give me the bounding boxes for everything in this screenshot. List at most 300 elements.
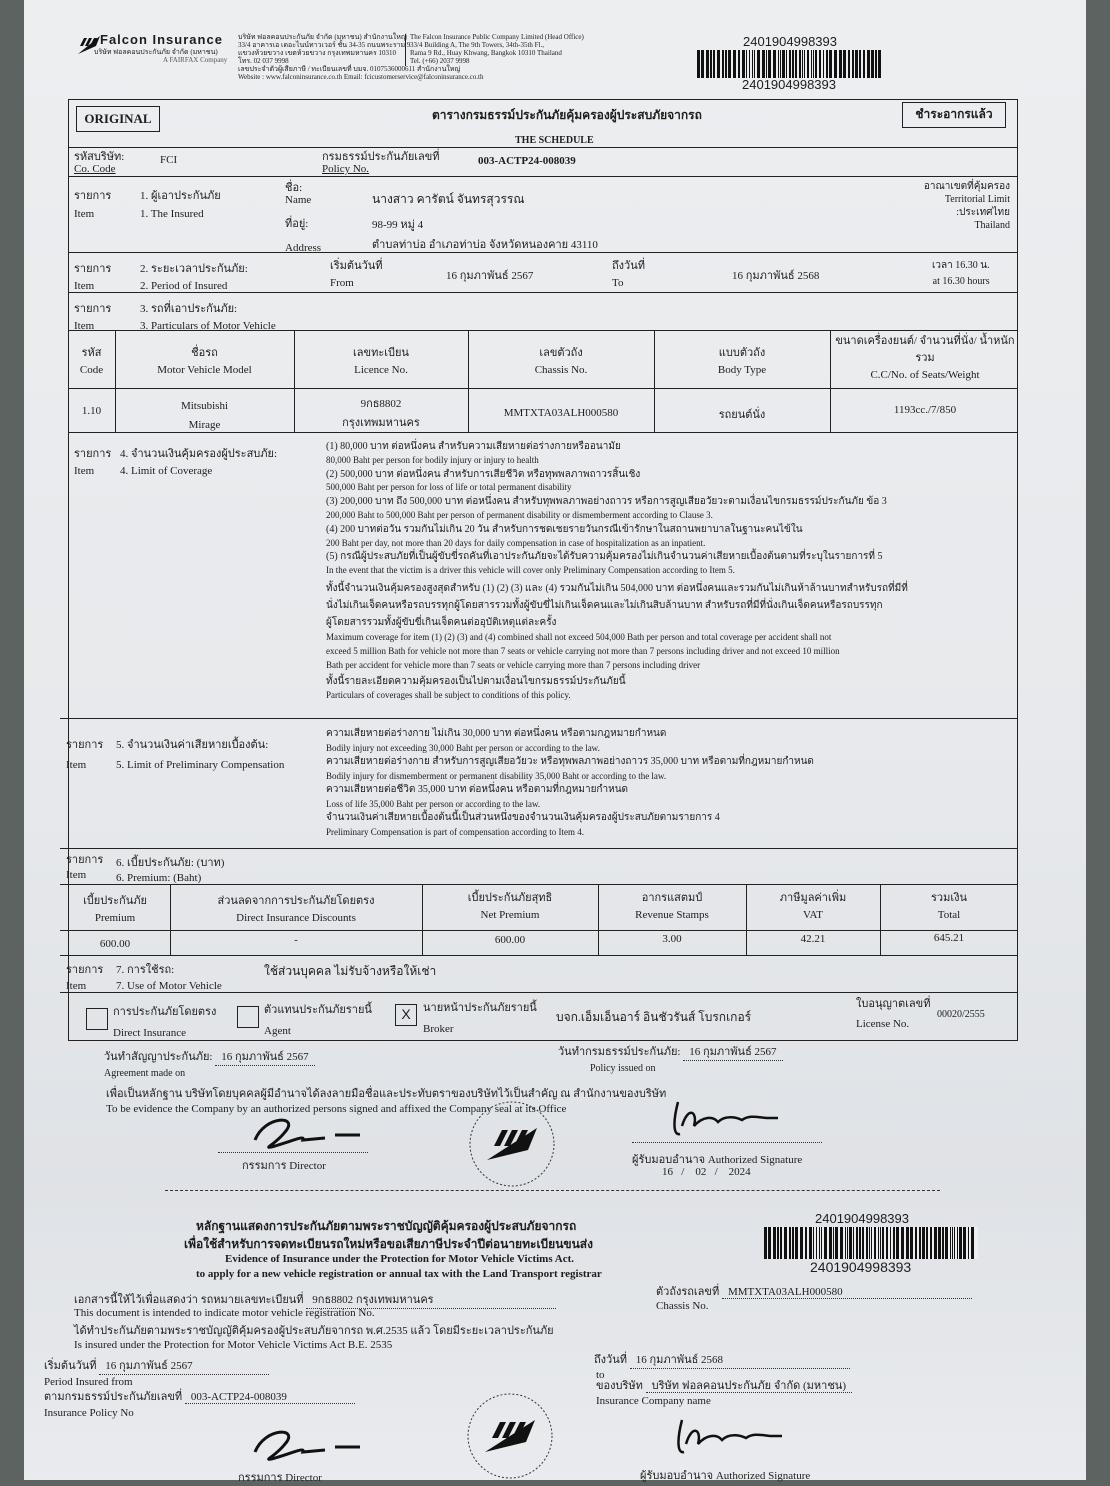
text: Code: [79, 364, 104, 376]
cert-authorized-label: ผู้รับมอบอำนาจ Authorized Signature: [640, 1470, 811, 1482]
text: รายการ: [66, 854, 104, 866]
to-label: [612, 258, 645, 292]
text: นั่งไม่เกินเจ็ดคนหรือรถบรรทุกผู้โดยสารรวมทั้งผู้ขับขี่ไม่เกินเจ็ดคนและไม่เกินสิบล้านบาท สำหรับรถที่มีที่นั่งเกินเจ็ดคนหรือรถบรรทุก: [326, 599, 883, 611]
text: รวมเงิน: [931, 892, 967, 904]
issued-label-en: Policy issued on: [590, 1063, 656, 1074]
insured-address-line1: 98-99 หมู่ 4: [372, 219, 424, 231]
label-th: รายการ: [74, 190, 112, 202]
barcode-bar: [853, 1227, 854, 1259]
text: 6. เบี้ยประกันภัย: (บาท): [116, 857, 225, 869]
vehicle-model: [115, 397, 294, 435]
barcode-bar: [963, 1227, 966, 1259]
barcode-bar: [733, 50, 736, 78]
barcode-bar: [848, 50, 850, 78]
barcode-bar: [799, 50, 801, 78]
barcode-bar: [826, 50, 828, 78]
address-line: 33/4 อาคารเอ เดอะไนน์ทาวเวอร์ ชั้น 34-35 ถนนพระราม 9: [238, 41, 411, 49]
barcode-bar: [862, 1227, 864, 1259]
barcode-bar: [829, 1227, 832, 1259]
vehicle-header-licence: [294, 345, 468, 379]
divider: [68, 292, 1018, 293]
address-line: Tel. (+66) 2037 9998: [410, 57, 470, 65]
barcode-bar: [792, 50, 794, 78]
label-th: เวลา 16.30 น.: [932, 260, 990, 271]
barcode-bar: [871, 1227, 872, 1259]
evidence-text-th: เพื่อเป็นหลักฐาน บริษัทโดยบุคคลผู้มีอำนาจได้ลงลายมือชื่อและประทับตราของบริษัทไว้เป็นสำคัญ ณ สำนักงานของบริษัท: [106, 1088, 667, 1100]
territory-value-en: Thailand: [974, 220, 1010, 231]
barcode-bar: [713, 50, 715, 78]
barcode-bar: [950, 1227, 951, 1259]
item7-item-label: [66, 962, 103, 994]
discount-header: [170, 893, 422, 927]
divider: [60, 718, 1018, 719]
barcode-bar: [901, 1227, 904, 1259]
vehicle-header-cc: [835, 333, 1015, 384]
website-line: Website : www.falconinsurance.co.th Email: fcicustomerservice@falconinsurance.co.th: [238, 73, 484, 81]
text: 4. Limit of Coverage: [120, 465, 213, 477]
text: นายหน้าประกันภัยรายนี้: [423, 1002, 537, 1014]
barcode-bar: [869, 1227, 870, 1259]
barcode-bar: [778, 50, 779, 78]
barcode-bar: [896, 1227, 899, 1259]
item4-item-label: [74, 446, 111, 480]
coverage-list: [326, 440, 908, 703]
barcode-bar: [942, 1227, 944, 1259]
cert-barcode: [764, 1227, 978, 1259]
barcode-bar: [855, 50, 858, 78]
text: รายการ: [66, 964, 104, 976]
text: ผู้โดยสารรวมทั้งผู้ขับขี่เกินเจ็ดคนต่ออุบัติเหตุแต่ละครั้ง: [326, 616, 557, 628]
label-en: Item: [74, 208, 95, 220]
label-en: Address: [285, 242, 322, 254]
agent-label: [264, 1000, 372, 1042]
agreement-label-en: Agreement made on: [104, 1068, 186, 1079]
barcode-bar: [780, 1227, 782, 1259]
vehicle-cc-seats-weight: 1193cc./7/850: [893, 404, 957, 416]
barcode-bar: [878, 1227, 879, 1259]
text: Motor Vehicle Model: [157, 364, 252, 376]
barcode-bar: [833, 1227, 834, 1259]
text: Body Type: [717, 364, 767, 376]
barcode-bar: [840, 1227, 843, 1259]
label-th: กรมธรรม์ประกันภัยเลขที่: [322, 151, 440, 163]
label-en: 3. Particulars of Motor Vehicle: [140, 320, 276, 332]
label-th: ที่อยู่:: [285, 218, 309, 230]
tagline: A FAIRFAX Company: [163, 56, 228, 64]
barcode-bar: [768, 1227, 771, 1259]
address-line: บริษัท ฟอลคอนประกันภัย จำกัด (มหาชน) สำนักงานใหญ่: [238, 33, 407, 41]
text: ความเสียหายต่อร่างกาย ไม่เกิน 30,000 บาท ต่อหนึ่งคน หรือตามกฎหมายกำหนด: [326, 728, 667, 739]
schedule-title-english: THE SCHEDULE: [515, 135, 594, 146]
text: เริ่มต้นวันที่: [44, 1360, 97, 1372]
brand-thai: บริษัท ฟอลคอนประกันภัย จำกัด (มหาชน): [94, 48, 218, 56]
text: C.C/No. of Seats/Weight: [870, 369, 980, 381]
text: Mitsubishi: [180, 400, 229, 412]
barcode-bar: [856, 1227, 858, 1259]
barcode-bar: [824, 1227, 827, 1259]
barcode-bar: [742, 50, 745, 78]
barcode-bar: [773, 50, 776, 78]
divider: [68, 147, 1018, 148]
premium-header: [60, 893, 170, 927]
net-premium-value: 600.00: [494, 934, 526, 946]
item2-item-label: [74, 261, 111, 295]
barcode-bar: [800, 1227, 803, 1259]
barcode-number-top: 2401904998393: [743, 34, 837, 49]
text: 6. Premium: (Baht): [116, 872, 202, 884]
cert-title-en2: to apply for a new vehicle registration or annual tax with the Land Transport registrar: [196, 1268, 602, 1280]
cert-company-label-en: Insurance Company name: [596, 1395, 711, 1407]
label-en: 1. The Insured: [140, 208, 204, 220]
barcode-bar: [919, 1227, 921, 1259]
barcode-bar: [789, 50, 791, 78]
divider: [405, 34, 406, 66]
text: Direct Insurance Discounts: [236, 912, 356, 924]
co-code-value: FCI: [160, 154, 178, 166]
vehicle-code: 1.10: [81, 405, 102, 417]
barcode-bar: [957, 1227, 958, 1259]
text: เบี้ยประกันภัยสุทธิ: [467, 892, 553, 904]
divider: [60, 848, 1018, 849]
barcode-bar: [859, 1227, 861, 1259]
text: รหัส: [81, 347, 102, 359]
barcode-bar: [867, 50, 870, 78]
text: Revenue Stamps: [635, 909, 709, 921]
text: เอกสารนี้ให้ไว้เพื่อแสดงว่า รถหมายเลขทะเบียนที่: [74, 1294, 304, 1306]
text: Item: [74, 465, 95, 477]
cert-from-label-en: Period Insured from: [44, 1376, 133, 1388]
cert-to-label: [594, 1350, 850, 1369]
barcode-bar: [802, 50, 803, 78]
barcode-bar: [886, 1227, 888, 1259]
barcode-bar: [762, 50, 765, 78]
broker-checkbox[interactable]: X: [395, 1004, 417, 1026]
barcode-bar: [752, 50, 753, 78]
cert-director-signature: [245, 1422, 365, 1467]
barcode-bar: [859, 50, 861, 78]
text: Total: [937, 909, 961, 921]
text: 7. การใช้รถ:: [116, 964, 175, 976]
barcode-bar: [780, 50, 781, 78]
text: Item: [66, 869, 87, 881]
barcode-bar: [816, 1227, 817, 1259]
cert-policy-value: 003-ACTP24-008039: [185, 1391, 355, 1404]
vehicle-header-chassis: [468, 345, 654, 379]
text: Item: [66, 759, 87, 771]
coverage-en: 500,000 Baht per person for loss of life or total permanent disability: [326, 482, 572, 493]
barcode-bar: [697, 50, 700, 78]
cert-to-value: 16 กุมภาพันธ์ 2568: [630, 1350, 850, 1369]
discount-value: -: [294, 934, 298, 946]
text: Loss of life 35,000 Baht per person or according to the law.: [326, 799, 541, 809]
barcode-bar: [777, 1227, 779, 1259]
vat-value: 42.21: [800, 933, 826, 945]
barcode-bar: [954, 1227, 955, 1259]
barcode-bar: [971, 1227, 974, 1259]
label-en: Co. Code: [74, 163, 116, 175]
agent-checkbox[interactable]: [237, 1006, 259, 1028]
text: วันทำกรมธรรม์ประกันภัย:: [558, 1046, 681, 1058]
text: ความเสียหายต่อชีวิต 35,000 บาท ต่อหนึ่งคน หรือตามที่กฎหมายกำหนด: [326, 784, 629, 795]
cert-reg-value: 9กธ8802 กรุงเทพมหานคร: [306, 1290, 556, 1309]
text: อากรแสตมป์: [641, 892, 703, 904]
barcode-bar: [959, 1227, 962, 1259]
text: Maximum coverage for item (1) (2) (3) and (4) combined shall not exceed 504,000 Bath per person and total coverage per accident shall not: [326, 631, 832, 642]
barcode-bar: [880, 1227, 881, 1259]
text: ภาษีมูลค่าเพิ่ม: [779, 892, 847, 904]
text: 02: [695, 1166, 707, 1178]
address-line: The Falcon Insurance Public Company Limited (Head Office): [410, 33, 584, 41]
label-th: รหัสบริษัท:: [74, 151, 125, 163]
barcode-bar: [757, 50, 760, 78]
barcode-bar: [738, 50, 740, 78]
barcode-bar: [906, 1227, 909, 1259]
text: License No.: [856, 1018, 910, 1030]
address-line: โทร. 02 037 9998: [238, 57, 289, 65]
item2-heading: [140, 261, 248, 295]
cert-title-en1: Evidence of Insurance under the Protection for Motor Vehicle Victims Act.: [225, 1253, 575, 1265]
label-th: เริ่มต้นวันที่: [330, 260, 383, 272]
authorized-signature: [668, 1096, 788, 1141]
text: รายการ: [74, 448, 112, 460]
divider: [68, 388, 1018, 389]
barcode-bar: [706, 50, 709, 78]
stamps-value: 3.00: [662, 933, 682, 945]
text: Bodily injury not exceeding 30,000 Baht per person or according to the law.: [326, 743, 600, 753]
label-th: ถึงวันที่: [612, 260, 645, 272]
label-th: ชื่อ:: [285, 182, 303, 194]
label-th: 1. ผู้เอาประกันภัย: [140, 190, 221, 202]
barcode-bar: [768, 50, 771, 78]
barcode-bar: [834, 50, 837, 78]
period-from: 16 กุมภาพันธ์ 2567: [446, 270, 534, 282]
evidence-text-en: To be evidence the Company by an authorized persons signed and affixed the Company seal at its Office: [106, 1103, 567, 1115]
total-value: 645.21: [933, 932, 965, 944]
text: Preliminary Compensation is part of compensation according to Item 4.: [326, 827, 584, 837]
sign-date: 16 / 02 / 2024: [662, 1166, 751, 1178]
label-en: To: [612, 277, 624, 289]
barcode-bar: [795, 1227, 798, 1259]
text: แบบตัวถัง: [718, 347, 766, 359]
preliminary-list: [326, 727, 814, 839]
barcode-bar: [843, 50, 846, 78]
cert-title-th1: หลักฐานแสดงการประกันภัยตามพระราชบัญญัติคุ้มครองผู้ประสบภัยจากรถ: [196, 1219, 577, 1233]
director-label: กรรมการ Director: [242, 1160, 326, 1172]
barcode-bar: [819, 1227, 820, 1259]
barcode-bar: [746, 50, 747, 78]
insured-name: นางสาว คารัตน์ จันทรสุวรรณ: [372, 192, 525, 206]
barcode-bar: [728, 50, 731, 78]
broker-label: [423, 998, 537, 1040]
cert-company-value: บริษัท ฟอลคอนประกันภัย จำกัด (มหาชน): [646, 1381, 852, 1393]
barcode-bar: [835, 1227, 838, 1259]
vehicle-use: ใช้ส่วนบุคคล ไม่รับจ้างหรือให้เช่า: [264, 964, 437, 978]
barcode-bar: [934, 1227, 937, 1259]
barcode-bar: [766, 50, 767, 78]
cert-company-label: [596, 1370, 852, 1393]
coverage-th: (2) 500,000 บาท ต่อหนึ่งคน สำหรับการเสียชีวิต หรือทุพพลภาพถาวรสิ้นเชิง: [326, 468, 641, 480]
text: Item: [66, 980, 87, 992]
barcode-bar: [926, 1227, 928, 1259]
cert-chassis-value: MMTXTA03ALH000580: [722, 1286, 972, 1299]
text: ทั้งนี้รายละเอียดความคุ้มครองเป็นไปตามเงื่อนไขกรมธรรม์ประกันภัยนี้: [326, 676, 626, 688]
original-label: ORIGINAL: [76, 106, 160, 132]
cert-company-seal: [460, 1388, 560, 1480]
barcode-bar: [807, 50, 809, 78]
item1-heading: [140, 187, 221, 223]
barcode-bar: [764, 1227, 767, 1259]
text: exceed 5 million Bath for vehicle not more than 7 seats or vehicle carrying not more than 7 persons including driver and not exceed 10 million: [326, 645, 840, 656]
schedule-title-thai: ตารางกรมธรรม์ประกันภัยคุ้มครองผู้ประสบภัยจากรถ: [432, 108, 702, 122]
direct-insurance-checkbox[interactable]: [86, 1008, 108, 1030]
text: Chassis No.: [534, 364, 588, 376]
cert-from-label: [44, 1356, 269, 1375]
direct-insurance-label: [113, 1002, 216, 1044]
label-en: at 16.30 hours: [932, 276, 990, 287]
cert-policy-label-en: Insurance Policy No: [44, 1407, 134, 1419]
text: เลขตัวถัง: [539, 347, 583, 359]
barcode-bar: [795, 50, 797, 78]
stamps-header: [598, 890, 746, 924]
item1-item-label: [74, 187, 111, 223]
barcode-bar: [863, 50, 865, 78]
text: วันทำสัญญาประกันภัย:: [104, 1051, 213, 1063]
barcode-bar: [786, 50, 787, 78]
text: 4. จำนวนเงินคุ้มครองผู้ประสบภัย:: [120, 448, 278, 460]
item6-heading: [116, 856, 224, 886]
barcode-bar: [710, 50, 712, 78]
barcode-bar: [847, 1227, 848, 1259]
text: to: [596, 1369, 605, 1381]
text: จำนวนเงินค่าเสียหายเบื้องต้นนี้เป็นส่วนหนึ่งของจำนวนเงินคุ้มครองผู้ประสบภัยตามรายการ 4: [326, 812, 720, 823]
text: ตามกรมธรรม์ประกันภัยเลขที่: [44, 1391, 183, 1403]
duty-paid-stamp: ชำระอากรแล้ว: [902, 102, 1006, 128]
territorial-limit: [924, 180, 1010, 232]
barcode-bar: [968, 1227, 969, 1259]
label-en: Territorial Limit: [944, 194, 1010, 205]
coverage-th: (4) 200 บาทต่อวัน รวมกันไม่เกิน 20 วัน สำหรับการชดเชยรายวันกรณีเข้ารักษาในสถานพยาบาลในฐานะคนไข้ใน: [326, 523, 803, 535]
barcode-bar: [813, 1227, 814, 1259]
text: Premium: [94, 912, 136, 924]
divider: [68, 176, 1018, 177]
text: 9กธ8802: [360, 398, 402, 410]
barcode-bar: [829, 50, 832, 78]
coverage-th: (5) กรณีผู้ประสบภัยที่เป็นผู้ขับขี่รถคันที่เอาประกันภัยจะได้รับความคุ้มครองไม่เกินจำนวนค่าเสียหายเบื้องต้นตามที่ระบุในรายการที่ 5: [326, 551, 883, 563]
barcode-bar: [725, 50, 727, 78]
text: 5. Limit of Preliminary Compensation: [116, 759, 285, 771]
address-english: [410, 33, 584, 65]
cert-policy-label: [44, 1387, 355, 1405]
text: ขนาดเครื่องยนต์/ จำนวนที่นั่ง/ น้ำหนักรวม: [835, 335, 1015, 364]
barcode-bar: [871, 50, 874, 78]
text: Agent: [264, 1025, 291, 1037]
barcode-bar: [754, 50, 755, 78]
coverage-th: (3) 200,000 บาท ถึง 500,000 บาท ต่อหนึ่งคน สำหรับทุพพลภาพอย่างถาวร หรือการสูญเสียอวัยวะตามเงื่อนไขกรมธรรม์ประกันภัย ข้อ 3: [326, 496, 887, 508]
text: Mirage: [188, 419, 221, 431]
barcode-bar: [852, 50, 854, 78]
text: Net Premium: [480, 909, 540, 921]
barcode-bar: [938, 1227, 941, 1259]
barcode: [697, 50, 887, 78]
coverage-en: 200 Baht per day, not more than 20 days for daily compensation in case of hospitalization as an inpatient.: [326, 537, 706, 548]
text: กรุงเทพมหานคร: [342, 417, 420, 429]
vehicle-header-body: [654, 345, 830, 379]
address-line: Rama 9 Rd., Huay Khwang, Bangkok 10310 Thailand: [410, 49, 562, 57]
address-line: 33/4 Building A, The 9th Towers, 34th-35th Fl.,: [410, 41, 545, 49]
barcode-bar: [882, 1227, 884, 1259]
text: ส่วนลดจากการประกันภัยโดยตรง: [217, 895, 375, 907]
barcode-bar: [782, 50, 785, 78]
address-line: แขวงห้วยขวาง เขตห้วยขวาง กรุงเทพมหานคร 10310: [238, 49, 396, 57]
item5-item-label: [66, 735, 103, 775]
vehicle-licence: [294, 395, 468, 433]
vehicle-chassis: MMTXTA03ALH000580: [503, 407, 619, 419]
label-en: From: [330, 277, 354, 289]
cut-line: [165, 1190, 940, 1191]
text: ของบริษัท: [596, 1380, 643, 1392]
license-number: 00020/2555: [937, 1009, 985, 1020]
barcode-bar: [874, 1227, 876, 1259]
label-en: Item: [74, 320, 95, 332]
item6-item-label: [66, 853, 103, 883]
premium-value: 600.00: [99, 938, 131, 950]
coverage-en: 200,000 Baht to 500,000 Baht per person of permanent disability or dismemberment according to Clause 3.: [326, 509, 713, 520]
from-label: [330, 258, 383, 292]
territory-value-th: :ประเทศไทย: [956, 207, 1010, 218]
item4-heading: [120, 446, 277, 480]
label-en: Policy No.: [322, 163, 370, 175]
label-en: Item: [74, 280, 95, 292]
cert-chassis-label-en: Chassis No.: [656, 1300, 709, 1312]
text: เบี้ยประกันภัย: [83, 895, 147, 907]
vehicle-header-code: [68, 345, 115, 379]
text: Bath per accident for vehicle more than 7 seats or vehicle carrying more than 7 persons including driver: [326, 659, 701, 670]
barcode-bar: [811, 50, 812, 78]
barcode-bar: [722, 50, 724, 78]
barcode-bar: [784, 1227, 787, 1259]
barcode-bar: [813, 50, 814, 78]
agreement-label: [104, 1047, 315, 1066]
insured-address-line2: ตำบลท่าบ่อ อำเภอท่าบ่อ จังหวัดหนองคาย 43110: [372, 239, 598, 251]
text: 16: [662, 1166, 673, 1178]
barcode-bar: [845, 1227, 846, 1259]
cert-chassis-label: [656, 1282, 972, 1300]
barcode-bar: [849, 1227, 852, 1259]
text: 5. จำนวนเงินค่าเสียหายเบื้องต้น:: [116, 739, 269, 751]
cert-act-en: Is insured under the Protection for Motor Vehicle Victims Act B.E. 2535: [74, 1339, 393, 1351]
barcode-bar: [952, 1227, 953, 1259]
barcode-bar: [893, 1227, 895, 1259]
coverage-th: (1) 80,000 บาท ต่อหนึ่งคน สำหรับความเสียหายต่อร่างกายหรืออนามัย: [326, 441, 621, 452]
authorized-label: ผู้รับมอบอำนาจ Authorized Signature: [632, 1154, 803, 1166]
text: 2024: [728, 1166, 751, 1178]
text: ชื่อรถ: [191, 347, 218, 359]
cert-director-label: กรรมการ Director: [238, 1472, 322, 1484]
barcode-bar: [804, 50, 805, 78]
coverage-en: In the event that the victim is a driver this vehicle will cover only Preliminary Compensation according to Item 5.: [326, 565, 735, 576]
label-th: 3. รถที่เอาประกันภัย:: [140, 303, 238, 315]
cert-authorized-signature: [672, 1414, 792, 1459]
name-label: [285, 182, 311, 206]
label-th: รายการ: [74, 303, 112, 315]
divider: [68, 330, 1018, 331]
barcode-bar: [749, 50, 750, 78]
barcode-bar: [839, 50, 842, 78]
barcode-bar: [821, 1227, 822, 1259]
text: ตัวถังรถเลขที่: [656, 1286, 720, 1298]
barcode-bar: [701, 50, 704, 78]
vat-header: [746, 890, 880, 924]
